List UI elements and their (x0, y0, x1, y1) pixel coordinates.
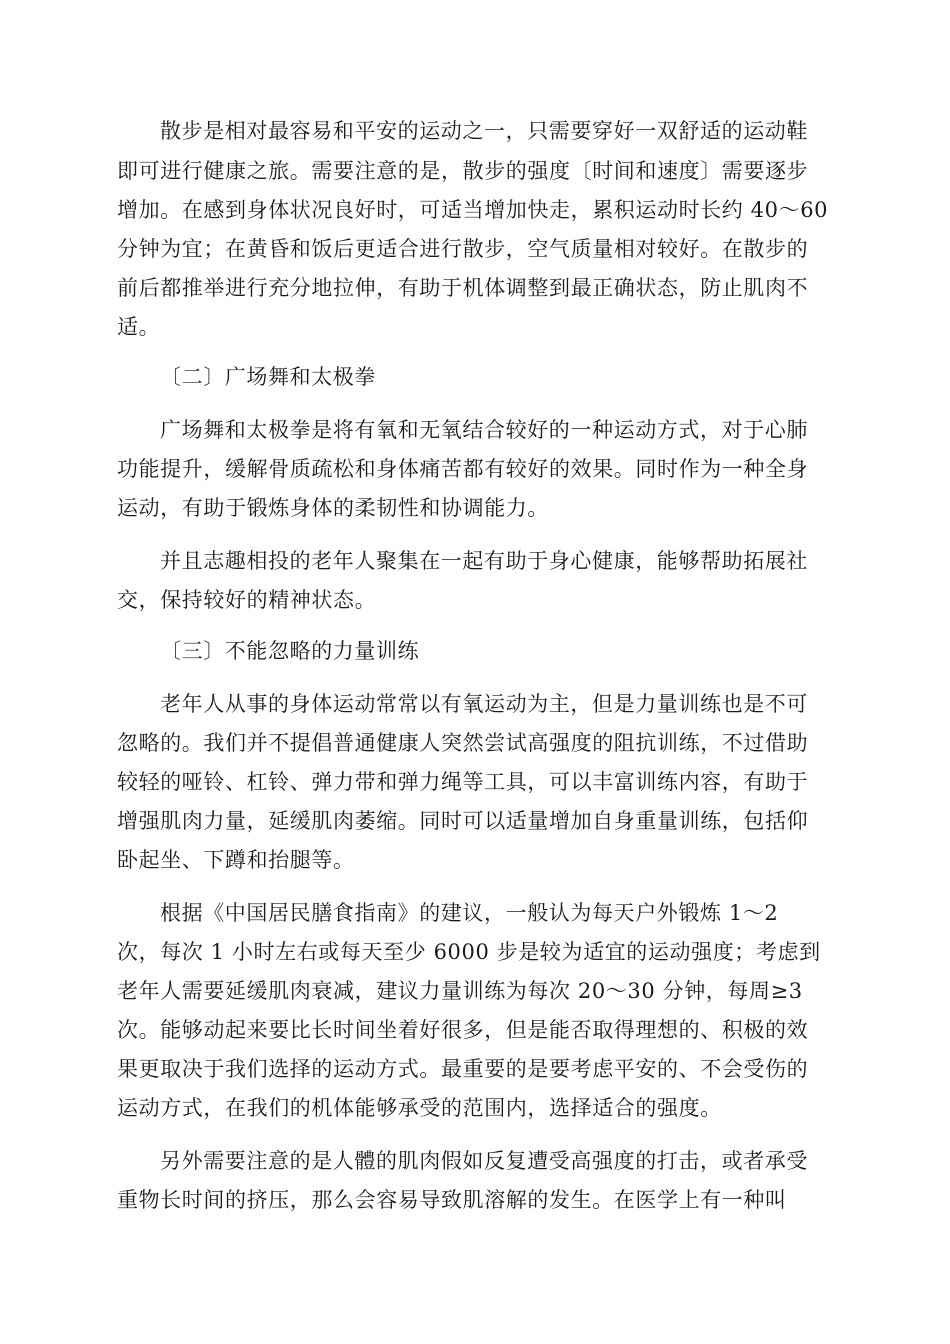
paragraph-line: 分钟为宜；在黄昏和饭后更适合进行散步，空气质量相对较好。在散步的 (117, 237, 809, 261)
paragraph-line: 次。能够动起来要比长时间坐着好很多，但是能否取得理想的、积极的效 (117, 1018, 809, 1042)
paragraph-line: 即可进行健康之旅。需要注意的是，散步的强度〔时间和速度〕需要逐步 (117, 159, 809, 183)
paragraph-line: 散步是相对最容易和平安的运动之一，只需要穿好一双舒适的运动鞋 (160, 119, 808, 143)
paragraph-line: 较轻的哑铃、杠铃、弹力带和弹力绳等工具，可以丰富训练内容，有助于 (117, 770, 809, 794)
paragraph-line: 根据《中国居民膳食指南》的建议，一般认为每天户外锻炼 1～2 (160, 901, 779, 925)
paragraph-line: 老年人从事的身体运动常常以有氧运动为主，但是力量训练也是不可 (160, 692, 808, 716)
paragraph-line: 卧起坐、下蹲和抬腿等。 (117, 848, 355, 872)
paragraph-line: 适。 (117, 315, 161, 339)
paragraph-line: 次，每次 1 小时左右或每天至少 6000 步是较为适宜的运动强度；考虑到 (117, 940, 821, 964)
paragraph-line: 忽略的。我们并不提倡普通健康人突然尝试高强度的阻抗训练，不过借助 (117, 731, 809, 755)
paragraph-line: 增加。在感到身体状况良好时，可适当增加快走，累积运动时长约 40～60 (117, 198, 829, 222)
paragraph-line: 重物长时间的挤压，那么会容易导致肌溶解的发生。在医学上有一种叫 (117, 1188, 787, 1212)
paragraph-line: 增强肌肉力量，延缓肌肉萎缩。同时可以适量增加自身重量训练，包括仰 (117, 809, 809, 833)
paragraph-line: 广场舞和太极拳是将有氧和无氧结合较好的一种运动方式，对于心肺 (160, 418, 808, 442)
paragraph-line: 另外需要注意的是人體的肌肉假如反复遭受高强度的打击，或者承受 (160, 1149, 808, 1173)
paragraph-line: 老年人需要延缓肌肉衰减，建议力量训练为每次 20～30 分钟，每周≥3 (117, 979, 803, 1003)
section-heading: 〔二〕广场舞和太极拳 (160, 365, 376, 389)
paragraph-line: 功能提升，缓解骨质疏松和身体痛苦都有较好的效果。同时作为一种全身 (117, 457, 809, 481)
paragraph-line: 果更取决于我们选择的运动方式。最重要的是要考虑平安的、不会受伤的 (117, 1057, 809, 1081)
paragraph-line: 并且志趣相投的老年人聚集在一起有助于身心健康，能够帮助拓展社 (160, 549, 808, 573)
section-heading: 〔三〕不能忽略的力量训练 (160, 639, 420, 663)
paragraph-line: 交，保持较好的精神状态。 (117, 588, 377, 612)
paragraph-line: 运动，有助于锻炼身体的柔韧性和协调能力。 (117, 496, 549, 520)
paragraph-line: 运动方式，在我们的机体能够承受的范围内，选择适合的强度。 (117, 1096, 722, 1120)
paragraph-line: 前后都推举进行充分地拉伸，有助于机体调整到最正确状态，防止肌肉不 (117, 276, 809, 300)
